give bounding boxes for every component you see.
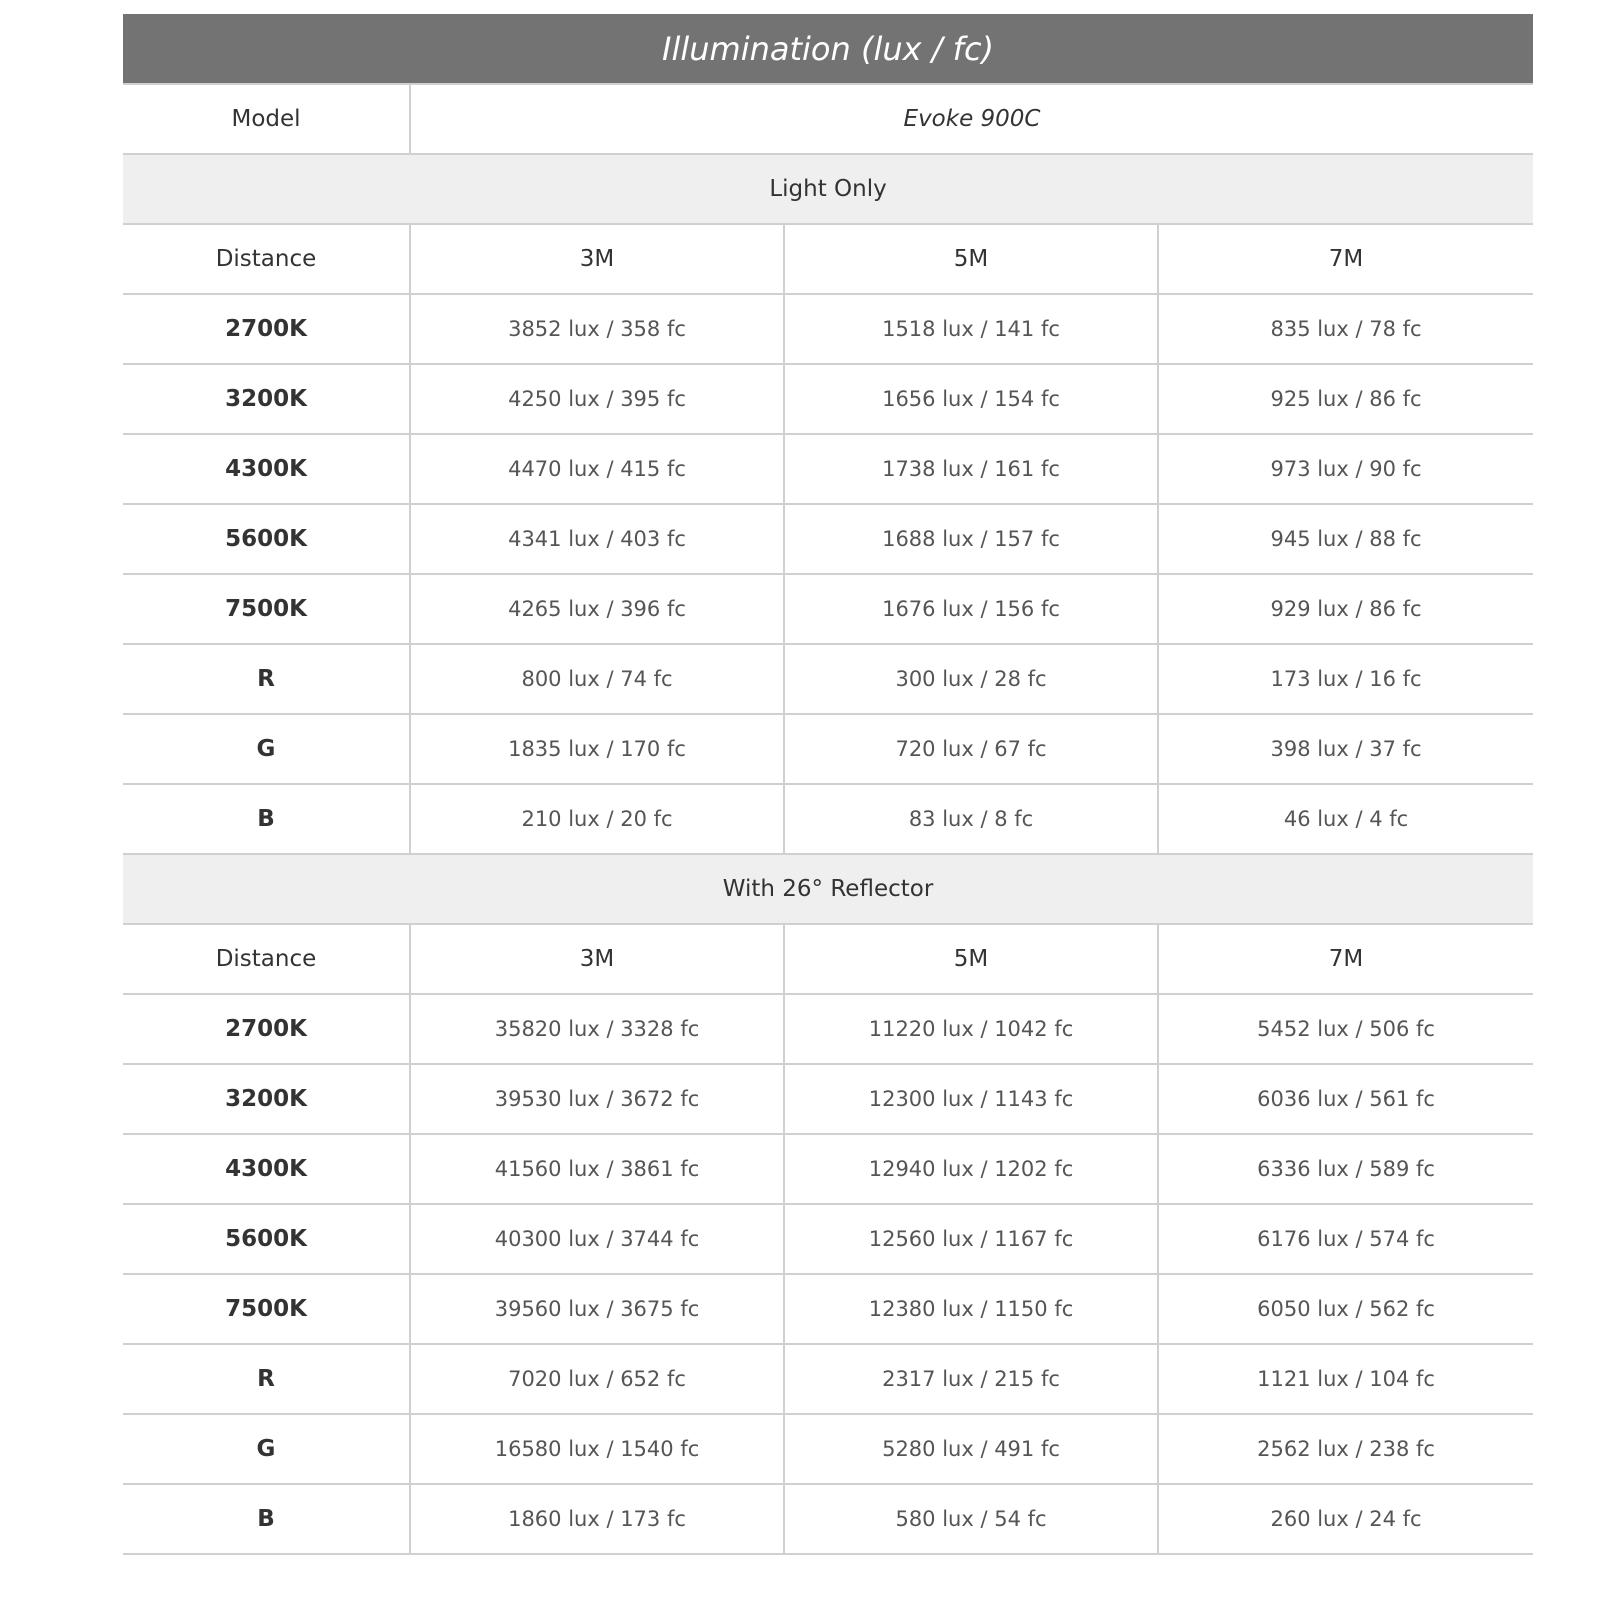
illumination-value: 39530 lux / 3672 fc [410,1064,784,1134]
model-label: Model [123,84,410,154]
illumination-value: 1835 lux / 170 fc [410,714,784,784]
row-label: 2700K [123,294,410,364]
illumination-value: 46 lux / 4 fc [1158,784,1533,854]
table-row [123,1344,1533,1414]
row-label: 5600K [123,1204,410,1274]
illumination-value: 260 lux / 24 fc [1158,1484,1533,1554]
table-row [123,294,1533,364]
illumination-value: 12380 lux / 1150 fc [784,1274,1158,1344]
illumination-table [123,14,1533,1555]
distance-header: 3M [410,924,784,994]
illumination-value: 4470 lux / 415 fc [410,434,784,504]
illumination-value: 945 lux / 88 fc [1158,504,1533,574]
illumination-value: 300 lux / 28 fc [784,644,1158,714]
row-label: 7500K [123,1274,410,1344]
illumination-value: 925 lux / 86 fc [1158,364,1533,434]
table-row [123,1134,1533,1204]
illumination-value: 720 lux / 67 fc [784,714,1158,784]
illumination-sheet [123,14,1533,1555]
illumination-value: 12300 lux / 1143 fc [784,1064,1158,1134]
illumination-value: 39560 lux / 3675 fc [410,1274,784,1344]
illumination-value: 4265 lux / 396 fc [410,574,784,644]
table-row [123,1064,1533,1134]
illumination-value: 973 lux / 90 fc [1158,434,1533,504]
illumination-value: 1860 lux / 173 fc [410,1484,784,1554]
title-row [123,14,1533,84]
distance-header: 7M [1158,924,1533,994]
row-label: 5600K [123,504,410,574]
distance-label: Distance [123,924,410,994]
illumination-value: 16580 lux / 1540 fc [410,1414,784,1484]
illumination-value: 173 lux / 16 fc [1158,644,1533,714]
section-header-row [123,154,1533,224]
illumination-value: 929 lux / 86 fc [1158,574,1533,644]
illumination-value: 6336 lux / 589 fc [1158,1134,1533,1204]
illumination-value: 2317 lux / 215 fc [784,1344,1158,1414]
table-body [123,14,1533,1554]
table-row [123,1414,1533,1484]
row-label: 7500K [123,574,410,644]
illumination-value: 5280 lux / 491 fc [784,1414,1158,1484]
row-label: 2700K [123,994,410,1064]
illumination-value: 3852 lux / 358 fc [410,294,784,364]
row-label: G [123,714,410,784]
row-label: G [123,1414,410,1484]
distance-header: 7M [1158,224,1533,294]
illumination-value: 1121 lux / 104 fc [1158,1344,1533,1414]
table-row [123,644,1533,714]
illumination-value: 1688 lux / 157 fc [784,504,1158,574]
illumination-value: 6176 lux / 574 fc [1158,1204,1533,1274]
table-row [123,714,1533,784]
model-value: Evoke 900C [410,84,1533,154]
illumination-value: 210 lux / 20 fc [410,784,784,854]
illumination-value: 580 lux / 54 fc [784,1484,1158,1554]
illumination-value: 6036 lux / 561 fc [1158,1064,1533,1134]
illumination-value: 11220 lux / 1042 fc [784,994,1158,1064]
section-title: With 26° Reflector [123,854,1533,924]
row-label: 4300K [123,434,410,504]
row-label: 3200K [123,1064,410,1134]
illumination-value: 1738 lux / 161 fc [784,434,1158,504]
distance-header: 5M [784,924,1158,994]
illumination-value: 6050 lux / 562 fc [1158,1274,1533,1344]
distance-header: 5M [784,224,1158,294]
illumination-value: 398 lux / 37 fc [1158,714,1533,784]
illumination-value: 40300 lux / 3744 fc [410,1204,784,1274]
table-row [123,574,1533,644]
row-label: 4300K [123,1134,410,1204]
illumination-value: 1518 lux / 141 fc [784,294,1158,364]
row-label: 3200K [123,364,410,434]
distance-label: Distance [123,224,410,294]
illumination-value: 2562 lux / 238 fc [1158,1414,1533,1484]
table-row [123,784,1533,854]
table-title: Illumination (lux / fc) [123,14,1533,84]
distance-header: 3M [410,224,784,294]
row-label: B [123,784,410,854]
section-header-row [123,854,1533,924]
table-row [123,434,1533,504]
illumination-value: 4341 lux / 403 fc [410,504,784,574]
illumination-value: 35820 lux / 3328 fc [410,994,784,1064]
table-row [123,364,1533,434]
table-row [123,1204,1533,1274]
illumination-value: 7020 lux / 652 fc [410,1344,784,1414]
illumination-value: 12940 lux / 1202 fc [784,1134,1158,1204]
row-label: R [123,644,410,714]
illumination-value: 5452 lux / 506 fc [1158,994,1533,1064]
illumination-value: 41560 lux / 3861 fc [410,1134,784,1204]
table-row [123,1484,1533,1554]
table-row [123,994,1533,1064]
model-row [123,84,1533,154]
distance-header-row [123,924,1533,994]
illumination-value: 1656 lux / 154 fc [784,364,1158,434]
illumination-value: 4250 lux / 395 fc [410,364,784,434]
illumination-value: 83 lux / 8 fc [784,784,1158,854]
table-row [123,504,1533,574]
illumination-value: 835 lux / 78 fc [1158,294,1533,364]
illumination-value: 12560 lux / 1167 fc [784,1204,1158,1274]
illumination-value: 1676 lux / 156 fc [784,574,1158,644]
table-row [123,1274,1533,1344]
row-label: B [123,1484,410,1554]
distance-header-row [123,224,1533,294]
illumination-value: 800 lux / 74 fc [410,644,784,714]
row-label: R [123,1344,410,1414]
section-title: Light Only [123,154,1533,224]
